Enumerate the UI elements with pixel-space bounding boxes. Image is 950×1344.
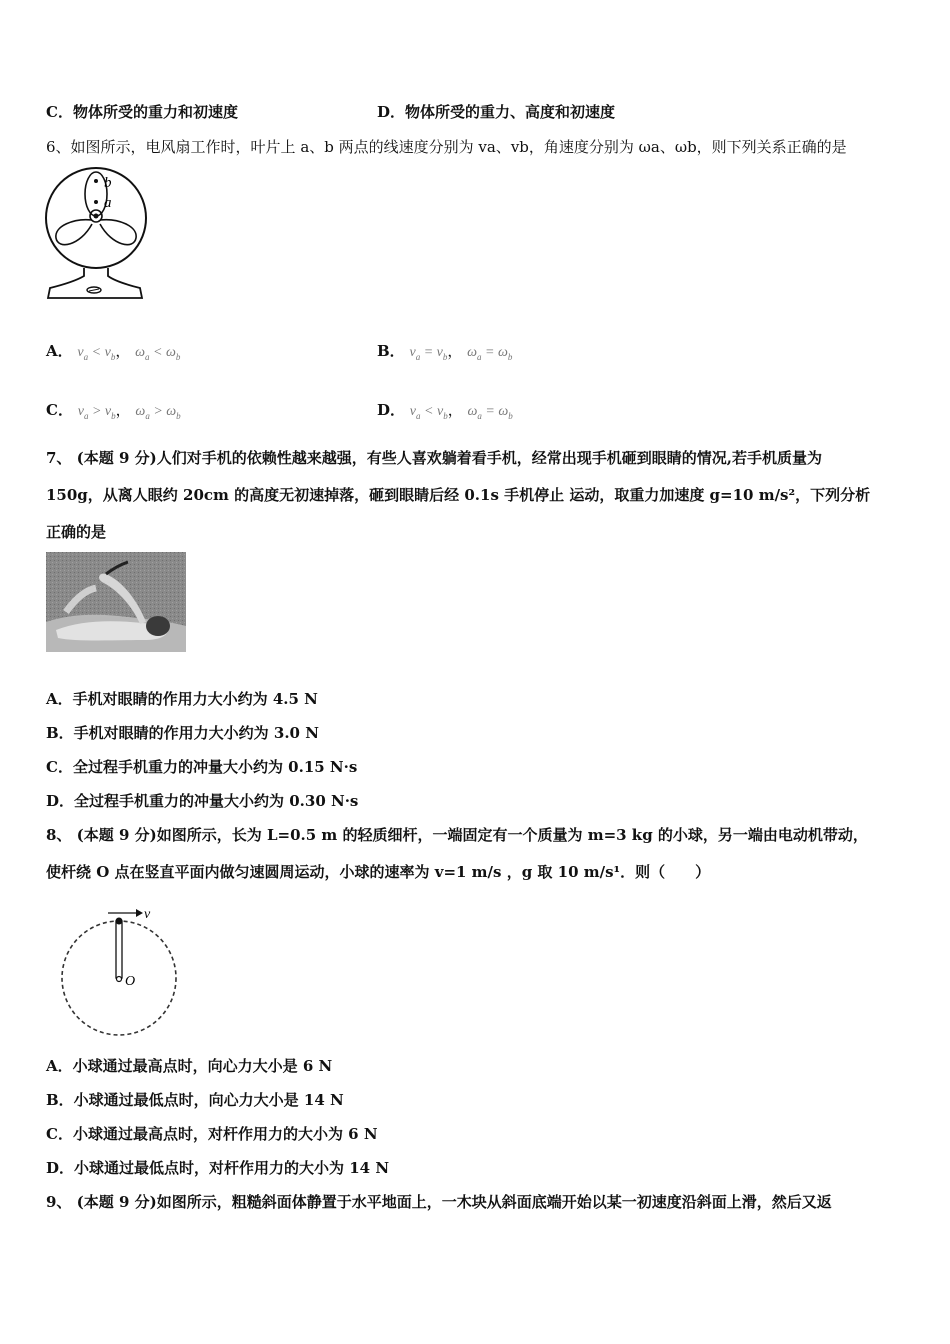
- q6-option-d-v-relation: <: [424, 404, 434, 419]
- rod-label-v: v: [144, 907, 151, 922]
- q6-option-c-w-relation: >: [153, 404, 163, 419]
- fan-figure: [44, 166, 150, 302]
- q6-option-c: C． $v_a > v_b$， $\omega_a > \omega_b$: [46, 401, 181, 421]
- rod-circle-figure: [56, 904, 186, 1038]
- q9-stem-line1: 9、 (本题 9 分)如图所示，粗糙斜面体静置于水平地面上，一木块从斜面底端开始以某一初速度沿斜面上滑，然后又返: [46, 1193, 832, 1211]
- q6-option-a-w-relation: <: [153, 345, 163, 360]
- q6-option-b-label: B．: [377, 342, 405, 360]
- q7-option-a: A．手机对眼睛的作用力大小约为 4.5 N: [46, 690, 318, 708]
- q8-stem-line2: 使杆绕 O 点在竖直平面内做匀速圆周运动，小球的速率为 v=1 m/s ，g 取 10 m/s¹．则（ ）: [46, 863, 711, 881]
- rod-label-o: O: [125, 974, 136, 989]
- fan-label-a: a: [104, 195, 112, 211]
- person-lying-with-phone-photo: [46, 552, 186, 652]
- fan-label-b: b: [104, 175, 112, 191]
- q6-option-b-v-relation: =: [423, 345, 434, 360]
- q7-option-c: C．全过程手机重力的冲量大小约为 0.15 N·s: [46, 758, 358, 776]
- q6-option-a: A． $v_a < v_b$， $\omega_a < \omega_b$: [46, 342, 181, 362]
- q6-option-d: D． $v_a < v_b$， $\omega_a = \omega_b$: [377, 401, 513, 421]
- q6-option-d-w-relation: =: [485, 404, 495, 419]
- q7-option-b: B．手机对眼睛的作用力大小约为 3.0 N: [46, 724, 319, 742]
- q7-stem-line1: 7、 (本题 9 分)人们对手机的依赖性越来越强，有些人喜欢躺着看手机，经常出现手机砸到眼睛的情况,若手机质量为: [46, 449, 822, 467]
- q6-option-d-label: D．: [377, 401, 406, 419]
- q6-option-b: B． $v_a = v_b$， $\omega_a = \omega_b$: [377, 342, 513, 362]
- q5-option-d: D．物体所受的重力、高度和初速度: [377, 103, 616, 121]
- q6-stem: 6、如图所示，电风扇工作时，叶片上 a、b 两点的线速度分别为 va、vb，角速度分别为 ωa、ωb，则下列关系正确的是: [46, 138, 847, 156]
- q6-option-b-w-relation: =: [485, 345, 495, 360]
- q8-stem-line1: 8、 (本题 9 分)如图所示，长为 L=0.5 m 的轻质细杆，一端固定有一个质量为 m=3 kg 的小球，另一端由电动机带动，: [46, 826, 868, 844]
- q7-stem-line3: 正确的是: [46, 523, 107, 541]
- q6-option-a-label: A．: [46, 342, 73, 360]
- q6-option-c-label: C．: [46, 401, 73, 419]
- q7-option-d: D．全过程手机重力的冲量大小约为 0.30 N·s: [46, 792, 359, 810]
- q6-option-a-v-relation: <: [91, 345, 102, 360]
- q6-option-c-v-relation: >: [91, 404, 102, 419]
- q8-option-a: A．小球通过最高点时，向心力大小是 6 N: [46, 1057, 333, 1075]
- q7-stem-line2: 150g，从离人眼约 20cm 的高度无初速掉落，砸到眼睛后经 0.1s 手机停止 运动，取重力加速度 g=10 m/s²，下列分析: [46, 486, 871, 504]
- q8-option-c: C．小球通过最高点时，对杆作用力的大小为 6 N: [46, 1125, 378, 1143]
- q8-option-d: D．小球通过最低点时，对杆作用力的大小为 14 N: [46, 1159, 390, 1177]
- q5-option-c: C．物体所受的重力和初速度: [46, 103, 238, 121]
- q8-option-b: B．小球通过最低点时，向心力大小是 14 N: [46, 1091, 344, 1109]
